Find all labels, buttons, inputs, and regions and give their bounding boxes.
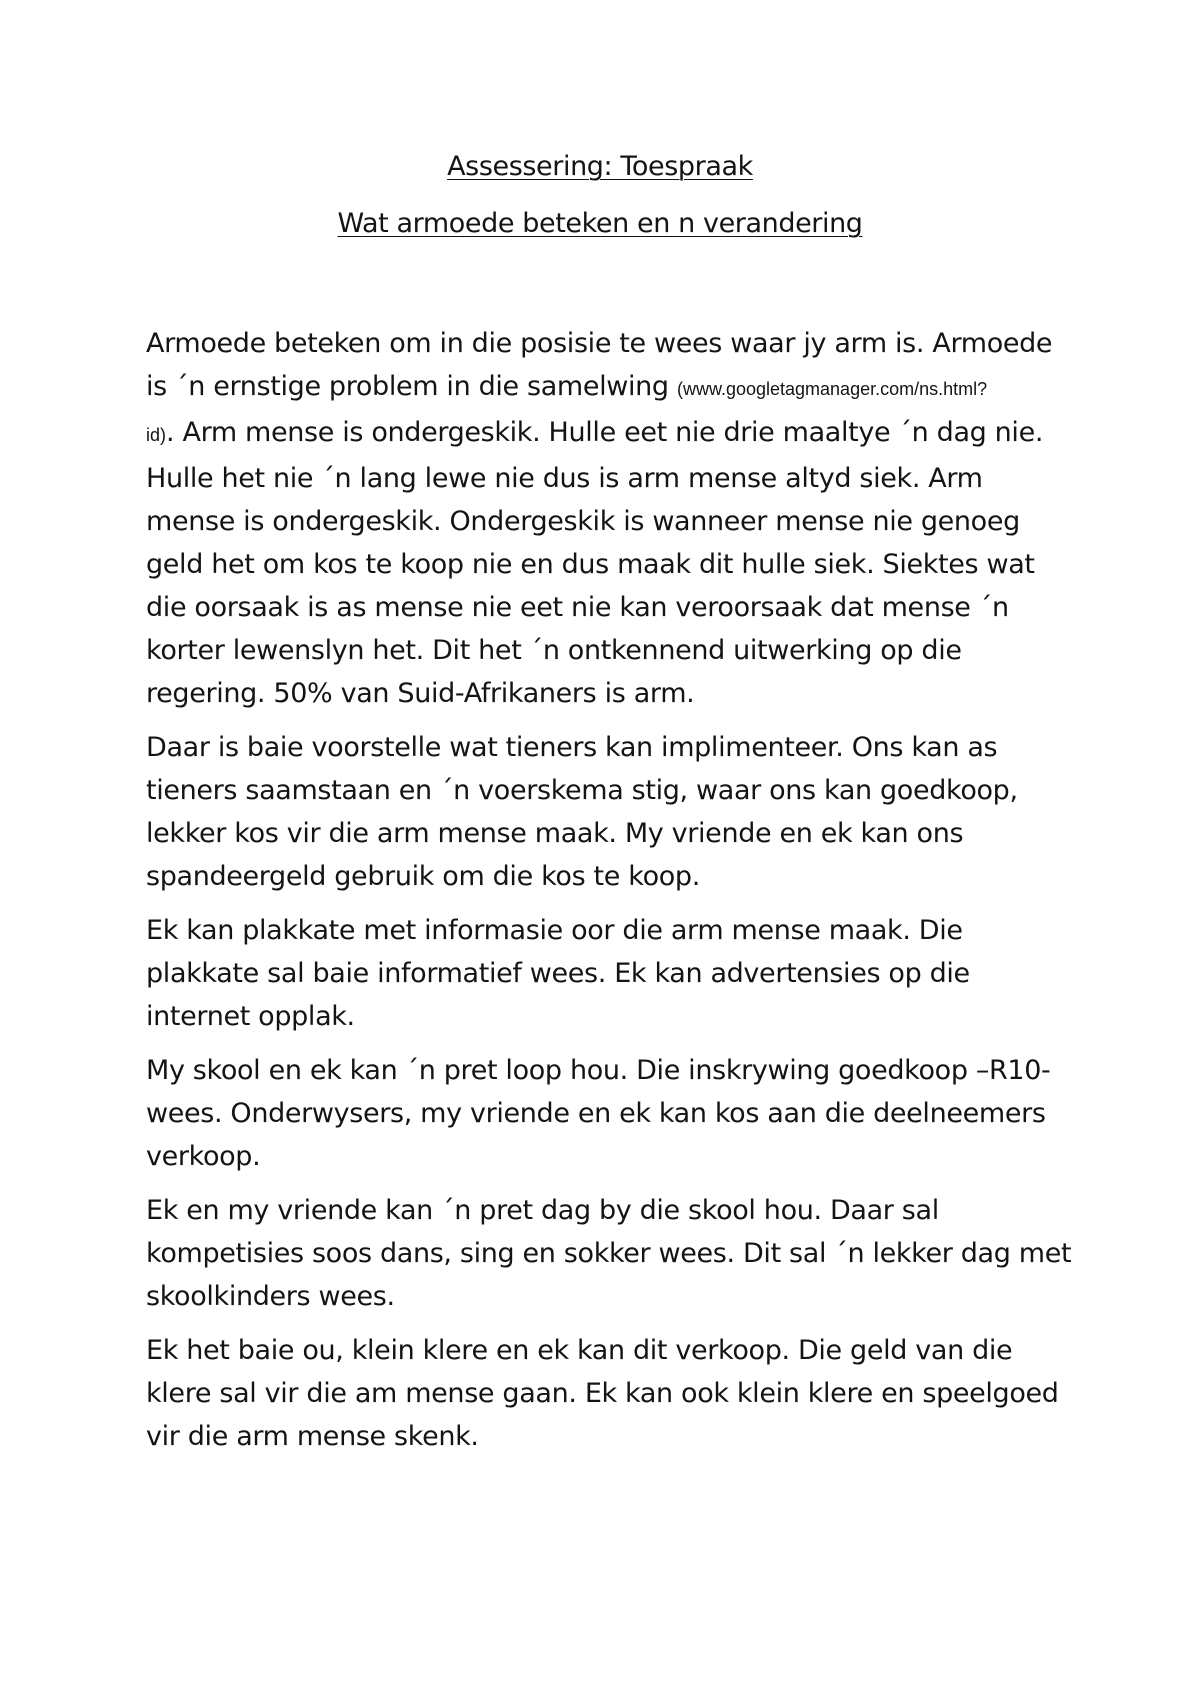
paragraph <box>146 1049 1066 1178</box>
paragraph <box>146 322 1066 715</box>
line-text: lekker kos vir die arm mense maak. My vriende en ek kan ons <box>146 818 964 849</box>
line-text: verkoop. <box>146 1141 261 1172</box>
line-text: Hulle het nie ´n lang lewe nie dus is arm mense altyd siek. Arm <box>146 463 983 494</box>
paragraph-line <box>146 1415 1066 1458</box>
document-subtitle: Wat armoede beteken en n verandering <box>337 208 863 239</box>
line-text: Ek kan plakkate met informasie oor die arm mense maak. Die <box>146 915 963 946</box>
paragraph-line <box>146 543 1066 586</box>
paragraph <box>146 1189 1072 1318</box>
line-text: vir die arm mense skenk. <box>146 1421 479 1452</box>
line-text: wees. Onderwysers, my vriende en ek kan kos aan die deelneemers <box>146 1098 1046 1129</box>
paragraph-line <box>146 322 1066 365</box>
paragraph-line <box>146 909 1066 952</box>
document-body <box>146 322 1072 1469</box>
paragraph-line <box>146 1372 1066 1415</box>
line-text: My skool en ek kan ´n pret loop hou. Die inskrywing goedkoop –R10- <box>146 1055 1051 1086</box>
line-text: skoolkinders wees. <box>146 1281 395 1312</box>
paragraph <box>146 909 1066 1038</box>
paragraph-line <box>146 995 1066 1038</box>
line-text: Ek het baie ou, klein klere en ek kan dit verkoop. Die geld van die <box>146 1335 1013 1366</box>
line-text: Armoede beteken om in die posisie te wees waar jy arm is. Armoede <box>146 328 1053 359</box>
paragraph-line <box>146 1232 1072 1275</box>
paragraph-line <box>146 952 1066 995</box>
line-text: Daar is baie voorstelle wat tieners kan implimenteer. Ons kan as <box>146 732 998 763</box>
line-text: . Arm mense is ondergeskik. Hulle eet nie drie maaltye ´n dag nie. <box>166 417 1044 448</box>
line-text: kompetisies soos dans, sing en sokker wees. Dit sal ´n lekker dag met <box>146 1238 1072 1269</box>
line-text: mense is ondergeskik. Ondergeskik is wanneer mense nie genoeg <box>146 506 1020 537</box>
paragraph-line <box>146 726 1066 769</box>
document-title: Assessering: Toespraak <box>447 151 753 182</box>
line-text: spandeergeld gebruik om die kos te koop. <box>146 861 700 892</box>
paragraph-line <box>146 1049 1066 1092</box>
paragraph-line <box>146 586 1066 629</box>
paragraph-line <box>146 855 1066 898</box>
line-text: geld het om kos te koop nie en dus maak dit hulle siek. Siektes wat <box>146 549 1035 580</box>
paragraph-line <box>146 411 1066 457</box>
line-text: die oorsaak is as mense nie eet nie kan veroorsaak dat mense ´n <box>146 592 1009 623</box>
citation-text: (www.googletagmanager.com/ns.html? <box>676 379 988 399</box>
paragraph <box>146 1329 1066 1458</box>
paragraph-line <box>146 769 1066 812</box>
paragraph-line <box>146 1329 1066 1372</box>
paragraph-line <box>146 1189 1066 1232</box>
paragraph-line <box>146 457 1066 500</box>
line-text: regering. 50% van Suid-Afrikaners is arm. <box>146 678 695 709</box>
line-text: Ek en my vriende kan ´n pret dag by die skool hou. Daar sal <box>146 1195 939 1226</box>
citation-text: id) <box>146 425 167 445</box>
line-text: is ´n ernstige problem in die samelwing <box>146 371 677 402</box>
line-text: internet opplak. <box>146 1001 355 1032</box>
paragraph-line <box>146 1092 1066 1135</box>
paragraph-line <box>146 672 1066 715</box>
paragraph-line <box>146 1275 1066 1318</box>
line-text: korter lewenslyn het. Dit het ´n ontkennend uitwerking op die <box>146 635 962 666</box>
paragraph-line <box>146 1135 1066 1178</box>
paragraph <box>146 726 1066 898</box>
line-text: plakkate sal baie informatief wees. Ek kan advertensies op die <box>146 958 970 989</box>
paragraph-line <box>146 365 1066 411</box>
line-text: tieners saamstaan en ´n voerskema stig, waar ons kan goedkoop, <box>146 775 1018 806</box>
paragraph-line <box>146 812 1066 855</box>
line-text: klere sal vir die am mense gaan. Ek kan ook klein klere en speelgoed <box>146 1378 1059 1409</box>
paragraph-line <box>146 500 1066 543</box>
paragraph-line <box>146 629 1066 672</box>
